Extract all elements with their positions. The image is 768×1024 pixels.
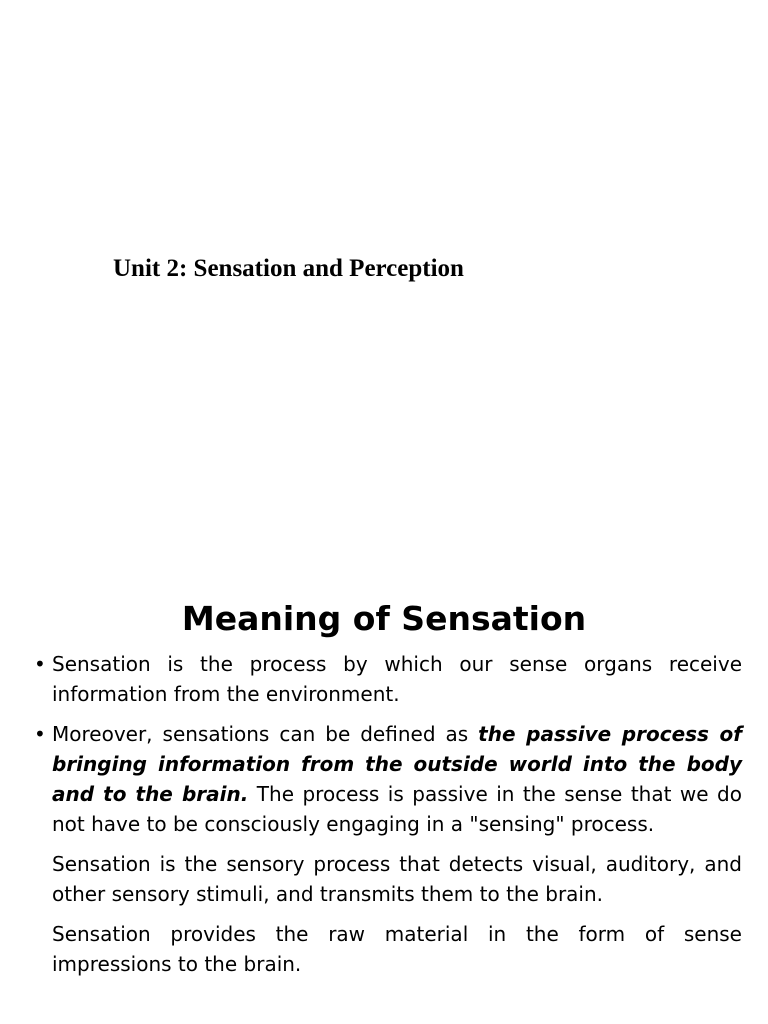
bullet-text-4: Sensation provides the raw material in the form of sense impressions to the brain. — [52, 922, 742, 976]
bullet-item-4 — [30, 919, 742, 979]
bullet-dot-icon: • — [34, 722, 46, 746]
bullet-text-2-intro: Moreover, sensations can be defined as — [52, 722, 479, 746]
bullet-item-1 — [30, 649, 742, 709]
bullet-item-3 — [30, 849, 742, 909]
bullet-text-2-emphasis: the passive process of bringing information from the outside world into the body and to the brain. — [52, 722, 742, 806]
bullet-text-1: Sensation is the process by which our sense organs receive information from the environment. — [52, 652, 742, 706]
unit-title: Unit 2: Sensation and Perception — [113, 255, 464, 282]
bullet-list — [30, 649, 742, 989]
slide-meaning-of-sensation — [0, 576, 768, 1024]
bullet-item-2 — [30, 719, 742, 839]
bullet-dot-icon: • — [34, 652, 46, 676]
slide-title: Meaning of Sensation — [181, 599, 587, 638]
bullet-text-2-rest: The process is passive in the sense that we do not have to be consciously engaging in a "sensing" process. — [52, 782, 742, 836]
bullet-text-3: Sensation is the sensory process that detects visual, auditory, and other sensory stimuli, and transmits them to the brain. — [52, 852, 742, 906]
